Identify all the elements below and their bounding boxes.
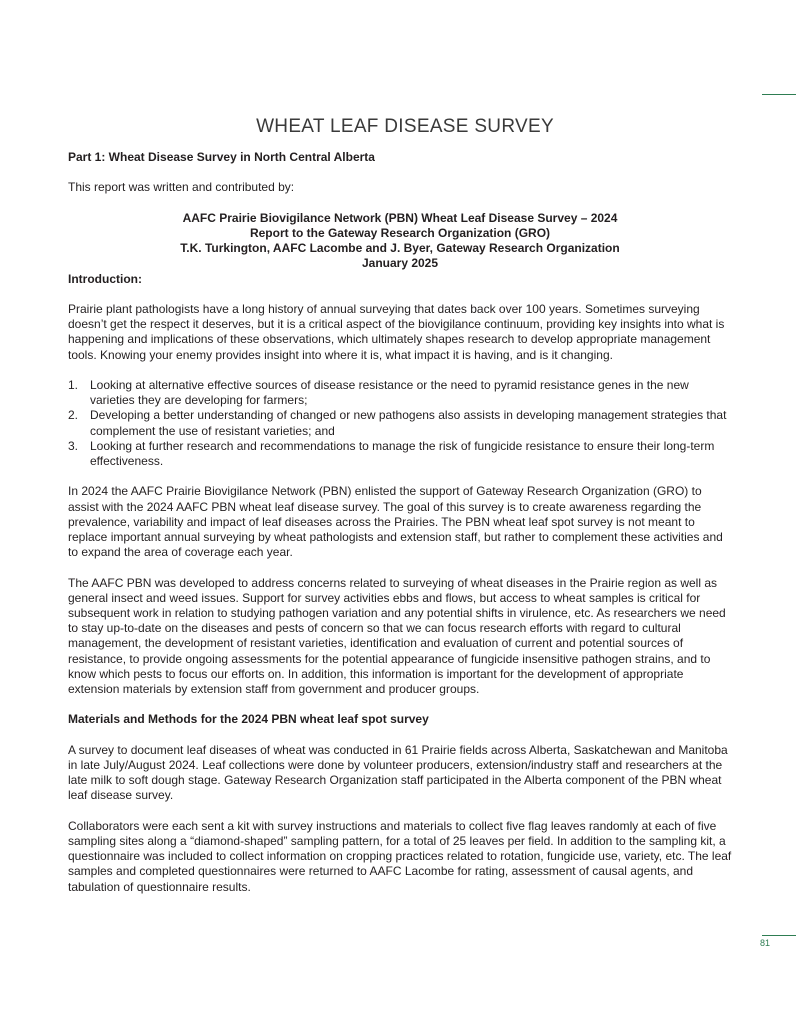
list-item (68, 408, 732, 438)
methods-paragraph-2: Collaborators were each sent a kit with survey instructions and materials to collect five flag leaves randomly at each of five sampling sites along a “diamond-shaped” sampling pattern, for a total of 25 leaves per field. In addition to the sampling kit, a questionnaire was included to collect information on cropping practices related to rotation, fungicide use, variety, etc. The leaf samples and completed questionnaires were returned to AAFC Lacombe for rating, assessment of causal agents, and tabulation of questionnaire results. (68, 818, 732, 894)
page-title: WHEAT LEAF DISEASE SURVEY (256, 115, 554, 137)
report-citation-block (68, 211, 732, 272)
footer-accent-rule (762, 935, 796, 936)
introduction-heading: Introduction: (68, 271, 142, 286)
list-item-number: 3. (68, 438, 79, 453)
document-body (68, 150, 732, 895)
methods-heading: Materials and Methods for the 2024 PBN wheat leaf spot survey (68, 712, 429, 727)
list-item (68, 378, 732, 408)
introduction-paragraph: Prairie plant pathologists have a long history of annual surveying that dates back over 100 years. Sometimes surveying doesn’t get the respect it deserves, but it is a critical aspect of the biovigilance continuum, providing key insights into what is happening and implications of these observations, which ultimately shapes research to develop appropriate management tools. Knowing your enemy provides insight into where it is, what impact it is having, and is it changing. (68, 301, 725, 362)
part-heading: Part 1: Wheat Disease Survey in North Central Alberta (68, 150, 375, 164)
paragraph-2024-survey: In 2024 the AAFC Prairie Biovigilance Network (PBN) enlisted the support of Gateway Research Organization (GRO) to assist with the 2024 AAFC PBN wheat leaf disease survey. The goal of this survey is to create awareness regarding the prevalence, variability and impact of leaf diseases across the Prairies. The PBN wheat leaf spot survey is not meant to replace important annual surveying by wheat pathologists and extension staff, but rather to complement these activities and to expand the area of coverage each year. (68, 484, 723, 560)
list-item-text: Developing a better understanding of changed or new pathogens also assists in developing management strategies that complement the use of resistant varieties; and (90, 408, 727, 438)
report-line-2: Report to the Gateway Research Organization (GRO) (249, 225, 551, 240)
list-item (68, 439, 732, 469)
paragraph-aafc-pbn: The AAFC PBN was developed to address concerns related to surveying of wheat diseases in the Prairie region as well as general insect and weed issues. Support for survey activities ebbs and flows, but access to wheat samples is critical for subsequent work in relation to studying pathogen variation and any potential shifts in virulence, etc. As researchers we need to stay up-to-date on the diseases and pests of concern so that we can focus research efforts with regard to cultural management, the development of resistant varieties, identification and evaluation of current and potential sources of resistance, to provide ongoing assessments for the potential appearance of fungicide insensitive pathogen strains, and to know which pests to focus our efforts on. In addition, this information is important for the development of appropriate extension materials by extension staff from government and producer groups. (68, 575, 726, 697)
list-item-number: 2. (68, 408, 79, 423)
report-line-4: January 2025 (361, 256, 439, 271)
numbered-list (68, 378, 732, 469)
page-number: 81 (760, 938, 771, 948)
header-accent-rule (762, 94, 796, 95)
list-item-text: Looking at further research and recommendations to manage the risk of fungicide resistance to ensure their long-term effectiveness. (90, 438, 715, 468)
report-line-1: AAFC Prairie Biovigilance Network (PBN) Wheat Leaf Disease Survey – 2024 (182, 210, 618, 225)
report-line-3: T.K. Turkington, AAFC Lacombe and J. Byer, Gateway Research Organization (180, 241, 620, 256)
methods-paragraph-1: A survey to document leaf diseases of wheat was conducted in 61 Prairie fields across Alberta, Saskatchewan and Manitoba in late July/August 2024. Leaf collections were done by volunteer producers, extension/industry staff and researchers at the late milk to soft dough stage. Gateway Research Organization staff participated in the Alberta component of the PBN wheat leaf disease survey. (68, 742, 728, 803)
list-item-number: 1. (68, 377, 79, 392)
list-item-text: Looking at alternative effective sources of disease resistance or the need to pyramid resistance genes in the new varieties they are developing for farmers; (90, 377, 689, 408)
contributor-line: This report was written and contributed by: (68, 180, 295, 195)
